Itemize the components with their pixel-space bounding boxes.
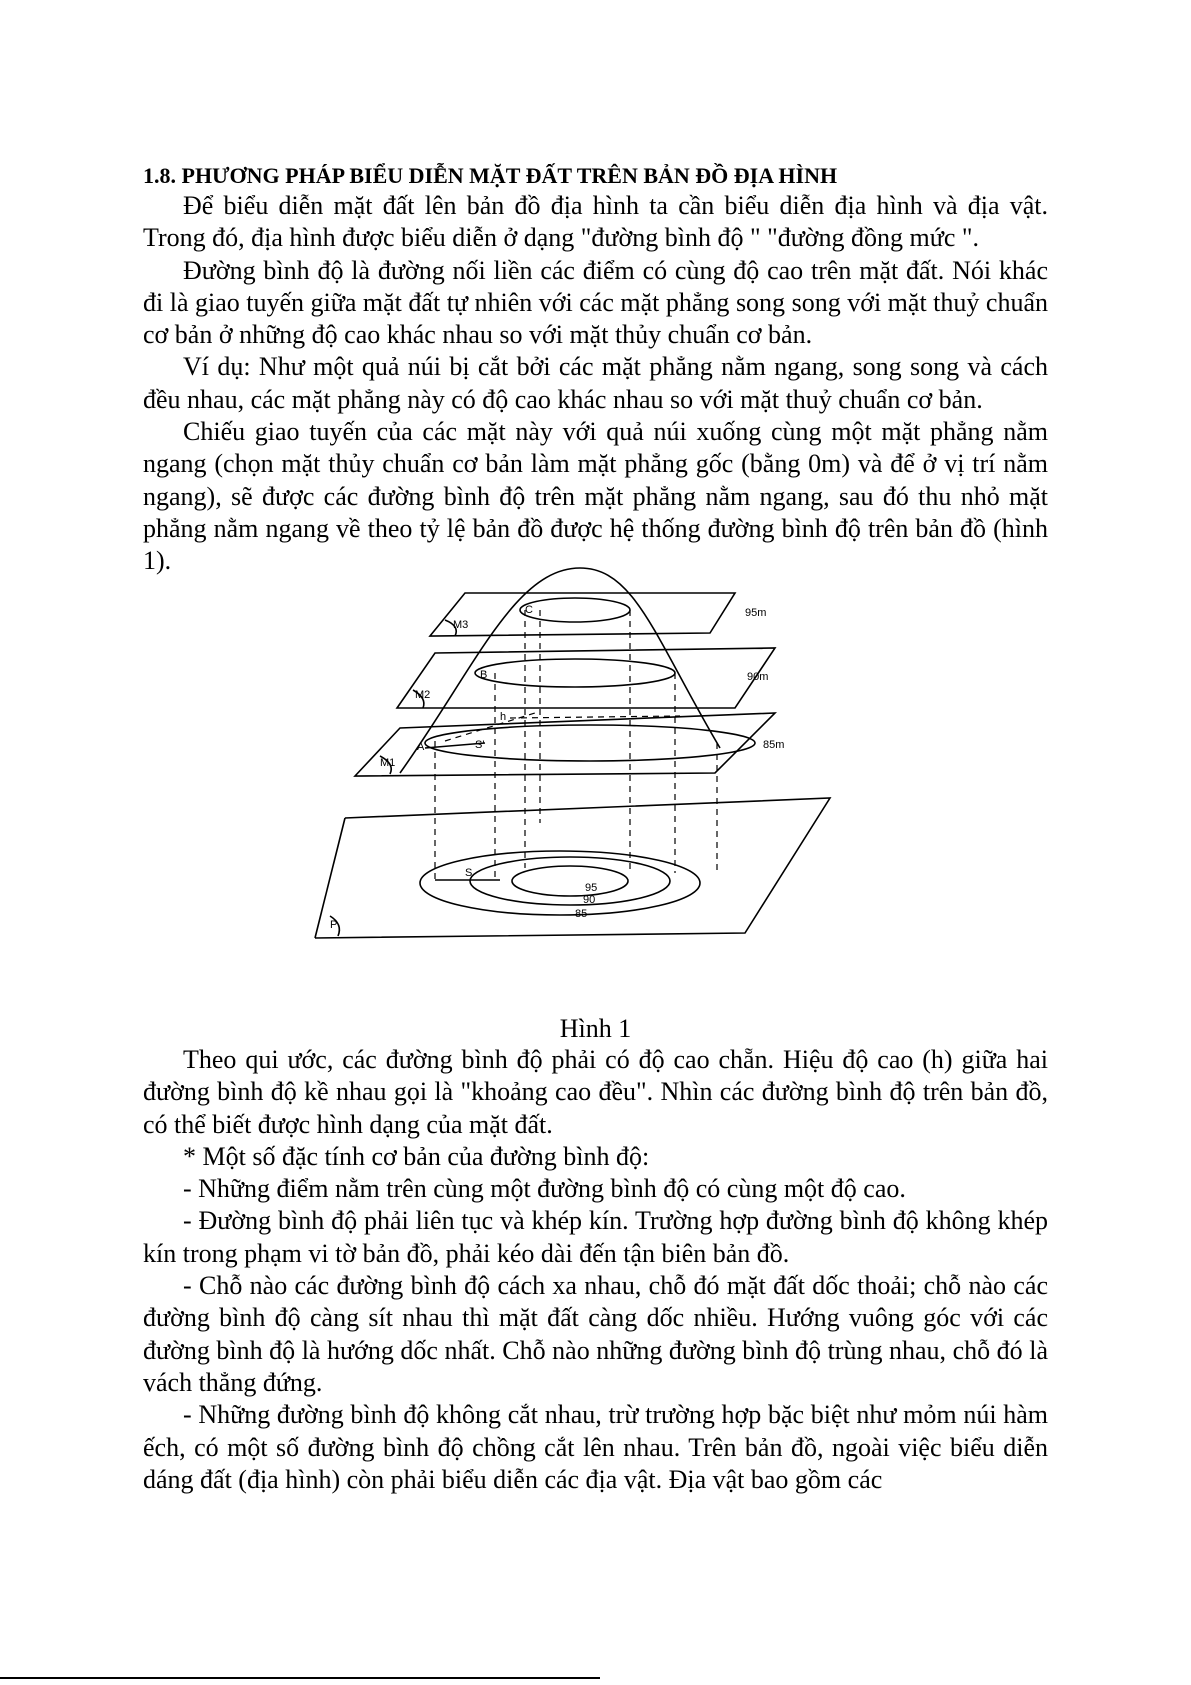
base-plane-p: [315, 798, 830, 938]
label-p: P: [330, 919, 338, 931]
label-contour-85: 85: [575, 908, 588, 920]
paragraph: - Chỗ nào các đường bình độ cách xa nhau, chỗ đó mặt đất dốc thoải; chỗ nào các đường bình độ càng sít nhau thì mặt đất càng dốc nhiều. Hướng vuông góc với các đường bình độ là hướng dốc nhất. Chỗ nào những đường bình độ trùng nhau, chỗ đó là vách thẳng đứng.: [143, 1271, 1048, 1397]
paragraph: - Những đường bình độ không cắt nhau, trừ trường hợp bặc biệt như mỏm núi hàm ếch, có một số đường bình độ chồng cắt lên nhau. Trên bản đồ, ngoài việc biểu diễn dáng đất (địa hình) còn phải biểu diễn các địa vật. Địa vật bao gồm các: [143, 1400, 1048, 1494]
label-s-prime: S': [475, 739, 485, 751]
figure-caption: Hình 1: [559, 1014, 632, 1043]
paragraph: Chiếu giao tuyến của các mặt này với quả núi xuống cùng một mặt phẳng nằm ngang (chọn mặt thủy chuẩn cơ bản làm mặt phẳng gốc (bằng 0m) và để ở vị trí nằm ngang), sẽ được các đường bình độ trên mặt phẳng nằm ngang, sau đó thu nhỏ mặt phẳng nằm ngang về theo tỷ lệ bản đồ được hệ thống đường bình độ trên bản đồ (hình 1).: [143, 417, 1048, 576]
paragraph: Để biểu diễn mặt đất lên bản đồ địa hình ta cần biểu diễn địa hình và địa vật. Trong đó, địa hình được biểu diễn ở dạng "đường bình độ " "đường đồng mức ".: [143, 191, 1048, 253]
paragraph: Theo qui ước, các đường bình độ phải có độ cao chẵn. Hiệu độ cao (h) giữa hai đường bình độ kề nhau gọi là "khoảng cao đều". Nhìn các đường bình độ trên bản đồ, có thể biết được hình dạng của mặt đất.: [143, 1045, 1048, 1139]
paragraph: - Những điểm nằm trên cùng một đường bình độ có cùng một độ cao.: [183, 1174, 906, 1204]
label-point-a: A: [417, 741, 425, 753]
label-contour-95: 95: [585, 882, 598, 894]
plane-m2: [397, 648, 775, 708]
paragraph: Ví dụ: Như một quả núi bị cắt bởi các mặt phẳng nằm ngang, song song và cách đều nhau, các mặt phẳng này có độ cao khác nhau so với mặt thuỷ chuẩn cơ bản.: [143, 352, 1048, 414]
label-contour-90: 90: [583, 894, 596, 906]
base-contour-95: [512, 866, 628, 896]
label-m1: M1: [380, 757, 396, 769]
label-point-c: C: [525, 604, 533, 616]
base-contour-90: [470, 857, 670, 905]
paragraph: - Đường bình độ phải liên tục và khép kín. Trường hợp đường bình độ không khép kín trong phạm vi tờ bản đồ, phải kéo dài đến tận biên bản đồ.: [143, 1206, 1048, 1268]
paragraph: * Một số đặc tính cơ bản của đường bình độ:: [183, 1141, 650, 1171]
section-heading: 1.8. PHƯƠNG PHÁP BIỂU DIỄN MẶT ĐẤT TRÊN BẢN ĐỒ ĐỊA HÌNH: [143, 163, 838, 188]
label-h: h: [500, 711, 507, 723]
paragraph: Đường bình độ là đường nối liền các điểm có cùng độ cao trên mặt đất. Nói khác đi là giao tuyến giữa mặt đất tự nhiên với các mặt phẳng song song với mặt thuỷ chuẩn cơ bản ở những độ cao khác nhau so với mặt thủy chuẩn cơ bản.: [143, 255, 1048, 350]
contour-diagram: [330, 598, 895, 1010]
label-m2: M2: [415, 689, 431, 701]
footer-rule: [0, 1677, 600, 1679]
plane-m3: [430, 593, 735, 636]
label-95m: 95m: [745, 607, 767, 619]
label-90m: 90m: [747, 671, 769, 683]
section-ellipse-m2: [475, 659, 675, 687]
label-m3: M3: [453, 619, 469, 631]
label-s: S: [465, 867, 473, 879]
body-text: [143, 1044, 1048, 1496]
section-ellipse-m3: [520, 598, 630, 622]
intro-text: [143, 190, 1048, 578]
label-85m: 85m: [763, 739, 785, 751]
label-point-b: B: [480, 669, 488, 681]
